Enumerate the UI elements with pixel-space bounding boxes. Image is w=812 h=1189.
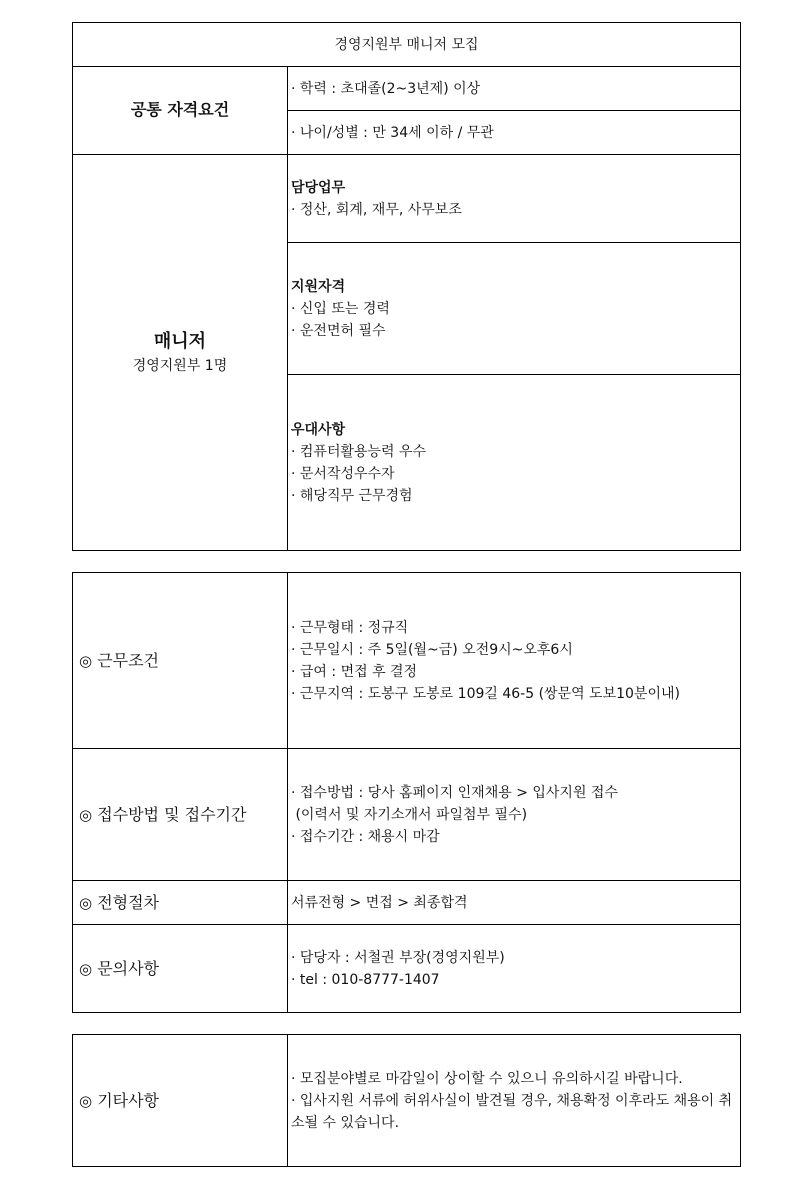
recruit-title-text: 경영지원부 매니저 모집 bbox=[334, 36, 479, 53]
work-conditions-label: 근무조건 bbox=[97, 650, 160, 670]
inquiry-label-cell bbox=[73, 925, 288, 1013]
duty-heading: 담당업무 bbox=[291, 179, 346, 196]
qualification-item: · 운전면허 필수 bbox=[291, 322, 386, 339]
application-item: · 접수기간 : 채용시 마감 bbox=[291, 828, 440, 845]
education-requirement: · 학력 : 초대졸(2~3년제) 이상 bbox=[291, 80, 481, 97]
etc-item: · 모집분야별로 마감일이 상이할 수 있으니 유의하시길 바랍니다. bbox=[291, 1070, 683, 1087]
etc-table bbox=[72, 1034, 741, 1167]
work-conditions-label-cell bbox=[73, 573, 288, 749]
inquiry-label: 문의사항 bbox=[97, 958, 160, 978]
selection-process-label-cell bbox=[73, 881, 288, 925]
etc-label: 기타사항 bbox=[97, 1090, 160, 1110]
work-conditions-cell bbox=[288, 573, 741, 749]
bullet-mark: ◎ bbox=[79, 1091, 93, 1110]
position-cell bbox=[73, 155, 288, 551]
selection-process-label: 전형절차 bbox=[97, 892, 160, 912]
preference-heading: 우대사항 bbox=[291, 421, 346, 438]
application-cell bbox=[288, 749, 741, 881]
position-name: 매니저 bbox=[153, 330, 207, 352]
etc-label-cell bbox=[73, 1035, 288, 1167]
education-requirement-cell bbox=[288, 67, 741, 111]
position-sub: 경영지원부 1명 bbox=[132, 357, 228, 374]
conditions-table bbox=[72, 572, 741, 1013]
work-condition-item: · 근무지역 : 도봉구 도봉로 109길 46-5 (쌍문역 도보10분이내) bbox=[291, 685, 680, 702]
selection-process-text: 서류전형 > 면접 > 최종합격 bbox=[291, 894, 468, 911]
qualification-item: · 신입 또는 경력 bbox=[291, 300, 390, 317]
duty-item: · 정산, 회계, 재무, 사무보조 bbox=[291, 201, 462, 218]
bullet-mark: ◎ bbox=[79, 959, 93, 978]
work-condition-item: · 근무일시 : 주 5일(월~금) 오전9시~오후6시 bbox=[291, 641, 573, 658]
recruit-title bbox=[73, 23, 741, 67]
application-item: · 접수방법 : 당사 홈페이지 인재채용 > 입사지원 접수 bbox=[291, 784, 618, 801]
common-requirements-label: 공통 자격요건 bbox=[130, 100, 230, 119]
recruitment-table bbox=[72, 22, 741, 551]
work-condition-item: · 급여 : 면접 후 결정 bbox=[291, 663, 418, 680]
qualification-heading: 지원자격 bbox=[291, 278, 346, 295]
etc-cell bbox=[288, 1035, 741, 1167]
work-condition-item: · 근무형태 : 정규직 bbox=[291, 619, 409, 636]
etc-item: · 입사지원 서류에 허위사실이 발견될 경우, 채용확정 이후라도 채용이 취소될 수 있습니다. bbox=[291, 1092, 733, 1131]
inquiry-cell bbox=[288, 925, 741, 1013]
qualification-cell bbox=[288, 243, 741, 375]
application-item: (이력서 및 자기소개서 파일첨부 필수) bbox=[291, 806, 528, 823]
contact-phone: · tel : 010-8777-1407 bbox=[291, 971, 440, 988]
preference-cell bbox=[288, 375, 741, 551]
application-label-cell bbox=[73, 749, 288, 881]
contact-person: · 담당자 : 서철권 부장(경영지원부) bbox=[291, 949, 505, 966]
application-label: 접수방법 및 접수기간 bbox=[97, 804, 247, 824]
bullet-mark: ◎ bbox=[79, 893, 93, 912]
common-requirements-label-cell bbox=[73, 67, 288, 155]
preference-item: · 해당직무 근무경험 bbox=[291, 487, 413, 504]
selection-process-cell bbox=[288, 881, 741, 925]
age-gender-requirement-cell bbox=[288, 111, 741, 155]
bullet-mark: ◎ bbox=[79, 805, 93, 824]
duty-cell bbox=[288, 155, 741, 243]
preference-item: · 컴퓨터활용능력 우수 bbox=[291, 443, 427, 460]
preference-item: · 문서작성우수자 bbox=[291, 465, 395, 482]
bullet-mark: ◎ bbox=[79, 651, 93, 670]
age-gender-requirement: · 나이/성별 : 만 34세 이하 / 무관 bbox=[291, 124, 494, 141]
